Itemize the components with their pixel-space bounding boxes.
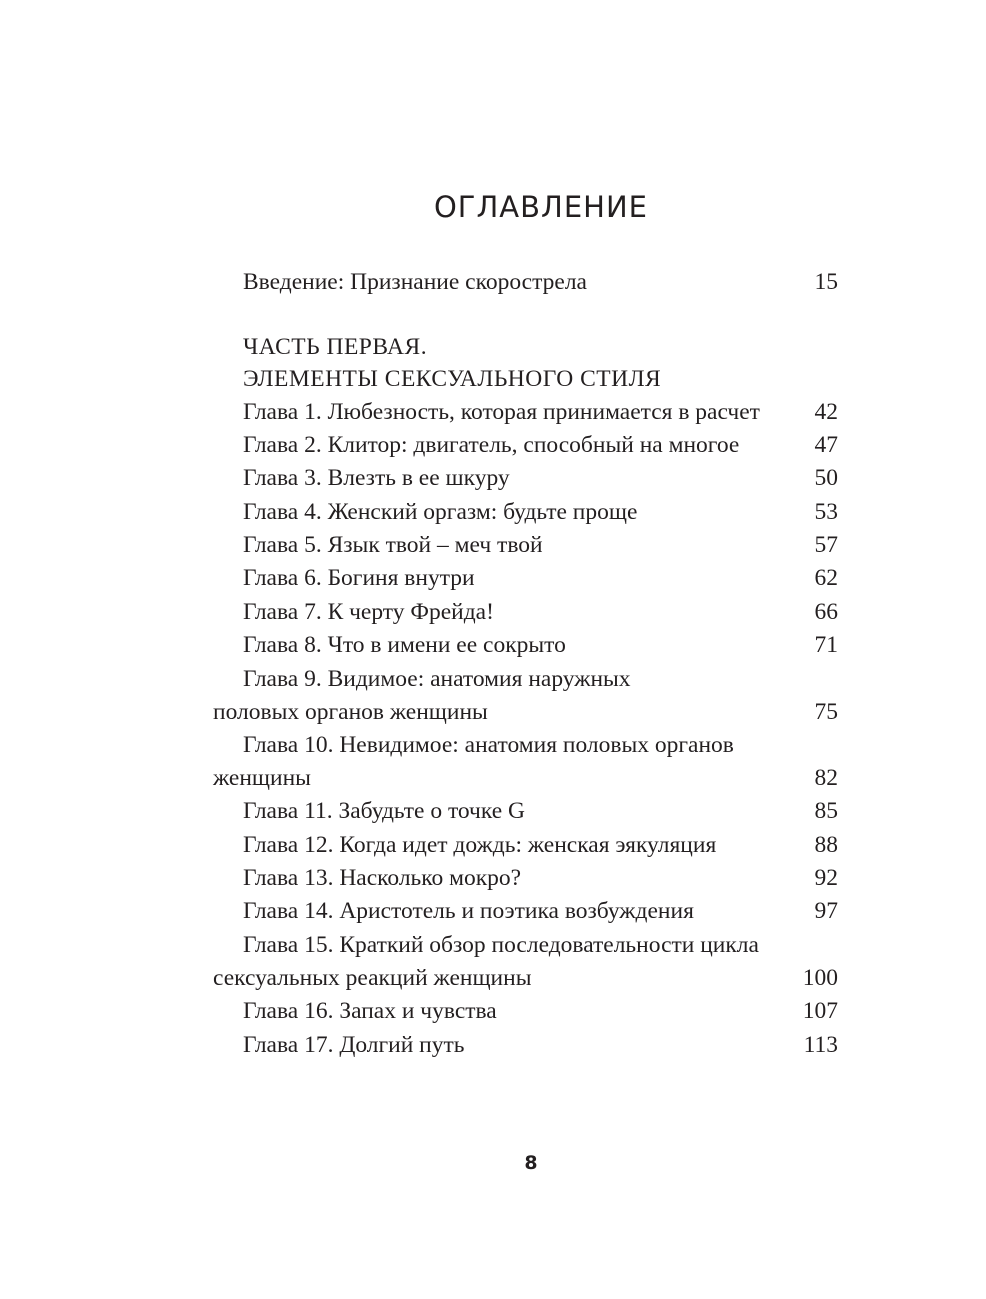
page-number: 8	[524, 1152, 538, 1174]
toc-entry-title: Глава 17. Долгий путь	[243, 1032, 465, 1058]
toc-intro-title: Введение: Признание скорострела	[243, 269, 587, 295]
toc-entry-title: Глава 8. Что в имени ее сокрыто	[243, 632, 566, 658]
page-title: ОГЛАВЛЕНИЕ	[433, 190, 648, 224]
toc-entry-title: Глава 1. Любезность, которая принимается в расчет	[243, 399, 760, 425]
toc-entry-page: 85	[814, 798, 838, 824]
toc-entry-page: 57	[814, 532, 838, 558]
toc-entry-title: Глава 15. Краткий обзор последовательности цикла	[243, 932, 759, 958]
toc-entry-title-continued: половых органов женщины	[213, 699, 488, 725]
part-heading-line1: ЧАСТЬ ПЕРВАЯ.	[243, 334, 428, 360]
toc-entry-page: 50	[814, 465, 838, 491]
toc-entry-title: Глава 12. Когда идет дождь: женская эякуляция	[243, 832, 717, 858]
toc-entry-page: 62	[814, 565, 838, 591]
toc-entry-page: 107	[802, 998, 838, 1024]
toc-entry-title: Глава 3. Влезть в ее шкуру	[243, 465, 510, 491]
toc-entry-title: Глава 6. Богиня внутри	[243, 565, 475, 591]
toc-entry-page: 66	[814, 599, 838, 625]
toc-entry-title: Глава 2. Клитор: двигатель, способный на многое	[243, 432, 740, 458]
toc-entry-title: Глава 11. Забудьте о точке G	[243, 798, 525, 824]
toc-entry-title: Глава 16. Запах и чувства	[243, 998, 497, 1024]
toc-intro-page: 15	[814, 269, 838, 295]
toc-entry-title: Глава 13. Насколько мокро?	[243, 865, 522, 891]
toc-entry-page: 47	[814, 432, 838, 458]
toc-entry-title: Глава 14. Аристотель и поэтика возбуждения	[243, 898, 694, 924]
part-heading-line2: ЭЛЕМЕНТЫ СЕКСУАЛЬНОГО СТИЛЯ	[243, 366, 662, 392]
toc-entry-page: 92	[814, 865, 838, 891]
toc-entry-title: Глава 5. Язык твой – меч твой	[243, 532, 543, 558]
toc-entry-title-continued: сексуальных реакций женщины	[213, 965, 532, 991]
toc-entry-title-continued: женщины	[213, 765, 311, 791]
toc-entry-page: 82	[814, 765, 838, 791]
toc-entry-page: 97	[814, 898, 838, 924]
toc-entry-page: 113	[803, 1032, 838, 1058]
toc-entry-page: 100	[802, 965, 838, 991]
toc-entry-page: 75	[814, 699, 838, 725]
toc-entry-page: 71	[814, 632, 838, 658]
toc-entry-page: 53	[814, 499, 838, 525]
toc-entry-title: Глава 9. Видимое: анатомия наружных	[243, 666, 631, 692]
toc-entry-page: 88	[814, 832, 838, 858]
toc-entry-title: Глава 7. К черту Фрейда!	[243, 599, 494, 625]
toc-entry-title: Глава 10. Невидимое: анатомия половых органов	[243, 732, 734, 758]
toc-entry-page: 42	[814, 399, 838, 425]
toc-entry-title: Глава 4. Женский оргазм: будьте проще	[243, 499, 638, 525]
